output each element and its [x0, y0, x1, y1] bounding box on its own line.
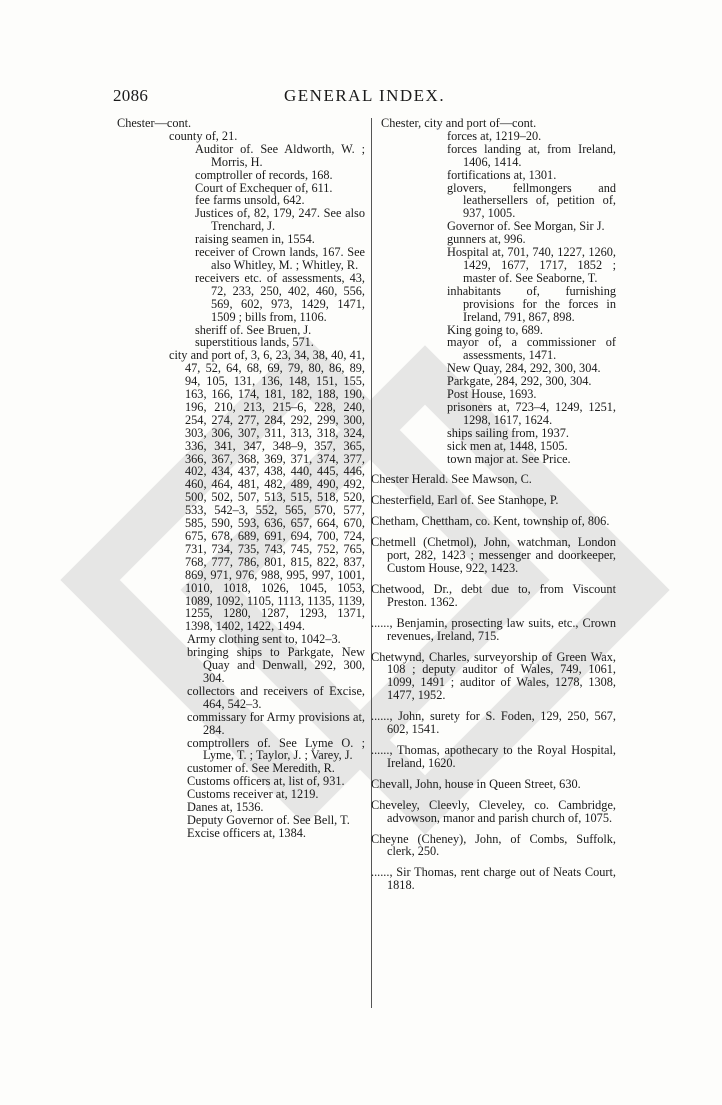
- index-entry: ships sailing from, 1937.: [447, 425, 569, 440]
- index-entry: county of, 21.: [169, 128, 238, 143]
- index-entry: receivers etc. of assessments, 43, 72, 233, 250, 402, 460, 556, 569, 602, 973, 1429, 1471, 1509 ; bills from, 1106.: [195, 270, 365, 324]
- index-entry: commissary for Army provisions at, 284.: [187, 709, 365, 737]
- index-entry: gunners at, 996.: [447, 232, 526, 247]
- index-entry: glovers, fellmongers and leathersellers of, petition of, 937, 1005.: [447, 180, 616, 221]
- index-entry: Customs receiver at, 1219.: [187, 787, 319, 802]
- index-entry: Governor of. See Morgan, Sir J.: [447, 219, 605, 234]
- index-entry: Chetwood, Dr., debt due to, from Viscount Preston. 1362.: [371, 581, 616, 609]
- index-entry: Chester Herald. See Mawson, C.: [371, 472, 532, 487]
- index-entry: Hospital at, 701, 740, 1227, 1260, 1429, 1677, 1717, 1852 ; master of. See Seaborne, T.: [447, 245, 616, 285]
- page-number: 2086: [113, 86, 149, 105]
- index-entry: Cheyne (Cheney), John, of Combs, Suffolk, clerk, 250.: [371, 831, 616, 859]
- index-entry: customer of. See Meredith, R.: [187, 761, 335, 776]
- index-entry: bringing ships to Parkgate, New Quay and Denwall, 292, 300, 304.: [187, 645, 365, 685]
- index-column-left: [117, 117, 365, 840]
- index-entry: sick men at, 1448, 1505.: [447, 438, 568, 453]
- index-entry: inhabitants of, furnishing provisions for the forces in Ireland, 791, 867, 898.: [447, 283, 616, 324]
- index-entry: Danes at, 1536.: [187, 800, 264, 815]
- index-entry: Justices of, 82, 179, 247. See also Trenchard, J.: [195, 206, 365, 234]
- index-column-right: [371, 117, 616, 892]
- index-entry: mayor of, a commissioner of assessments, 1471.: [447, 335, 616, 363]
- index-entry: city and port of, 3, 6, 23, 34, 38, 40, 41, 47, 52, 64, 68, 69, 79, 80, 86, 89, 94, 105, 131, 136, 148, 151, 155, 163, 166, 174, 181, 182, 188, 190, 196, 210, 213, 215–6, 228, 240, 254, 274, 277, 284, 292, 299, 300, 303, 306, 307, 311, 313, 318, 324, 336, 341, 347, 348–9, 357, 365, 366, 367, 368, 369, 371, 374, 377, 402, 434, 437, 438, 440, 445, 446, 460, 464, 481, 482, 489, 490, 492, 500, 502, 507, 513, 515, 518, 520, 533, 542–3, 552, 565, 570, 577, 585, 590, 593, 636, 657, 664, 670, 675, 678, 689, 691, 694, 700, 724, 731, 734, 735, 743, 745, 752, 765, 768, 777, 786, 801, 815, 822, 837, 869, 971, 976, 988, 995, 997, 1001, 1010, 1018, 1026, 1045, 1053, 1089, 1092, 1105, 1113, 1135, 1139, 1255, 1280, 1287, 1293, 1371, 1398, 1402, 1422, 1494.: [169, 348, 365, 634]
- index-entry: raising seamen in, 1554.: [195, 232, 315, 247]
- index-entry: Post House, 1693.: [447, 387, 537, 402]
- index-entry: Deputy Governor of. See Bell, T.: [187, 812, 350, 827]
- index-entry: Chevall, John, house in Queen Street, 630.: [371, 776, 581, 791]
- index-entry: fee farms unsold, 642.: [195, 193, 305, 208]
- index-entry: superstitious lands, 571.: [195, 335, 314, 350]
- index-entry: forces landing at, from Ireland, 1406, 1414.: [447, 141, 616, 169]
- index-entry: ......, Thomas, apothecary to the Royal Hospital, Ireland, 1620.: [371, 742, 616, 770]
- page-title: GENERAL INDEX.: [284, 86, 446, 105]
- index-entry: Chester, city and port of—cont.: [381, 116, 537, 130]
- index-entry: New Quay, 284, 292, 300, 304.: [447, 361, 601, 376]
- index-entry: receiver of Crown lands, 167. See also Whitley, M. ; Whitley, R.: [195, 245, 365, 272]
- index-entry: ......, Sir Thomas, rent charge out of Neats Court, 1818.: [371, 865, 616, 893]
- index-entry: Excise officers at, 1384.: [187, 825, 306, 840]
- index-entry: Chetham, Chettham, co. Kent, township of, 806.: [371, 514, 610, 529]
- index-entry: forces at, 1219–20.: [447, 128, 542, 143]
- index-entry: comptrollers of. See Lyme O. ; Lyme, T. ; Taylor, J. ; Varey, J.: [187, 735, 365, 763]
- index-entry: comptroller of records, 168.: [195, 167, 333, 182]
- index-entry: sheriff of. See Bruen, J.: [195, 322, 312, 337]
- index-entry: King going to, 689.: [447, 322, 543, 337]
- index-entry: Cheveley, Cleevly, Cleveley, co. Cambridge, advowson, manor and parish church of, 1075.: [371, 797, 616, 825]
- index-entry: fortifications at, 1301.: [447, 167, 557, 182]
- index-entry: Chester—cont.: [117, 116, 192, 130]
- index-entry: prisoners at, 723–4, 1249, 1251, 1298, 1617, 1624.: [447, 399, 616, 427]
- index-entry: Chetwynd, Charles, surveyorship of Green Wax, 108 ; deputy auditor of Wales, 749, 1061, 1099, 1491 ; auditor of Wales, 1278, 1308, 1477, 1952.: [371, 649, 616, 703]
- index-entry: Chetmell (Chetmol), John, watchman, London port, 282, 1423 ; messenger and doorkeeper, Custom House, 922, 1423.: [371, 535, 616, 575]
- index-entry: ......, Benjamin, prosecting law suits, etc., Crown revenues, Ireland, 715.: [371, 615, 616, 643]
- index-entry: Court of Exchequer of, 611.: [195, 180, 333, 195]
- index-entry: Army clothing sent to, 1042–3.: [187, 632, 341, 647]
- index-entry: ......, John, surety for S. Foden, 129, 250, 567, 602, 1541.: [371, 709, 616, 737]
- index-entry: Customs officers at, list of, 931.: [187, 774, 345, 789]
- page-header: [113, 86, 722, 110]
- index-entry: Chesterfield, Earl of. See Stanhope, P.: [371, 493, 559, 508]
- index-entry: town major at. See Price.: [447, 451, 571, 466]
- index-entry: Auditor of. See Aldworth, W. ; Morris, H.: [195, 141, 365, 169]
- index-entry: Parkgate, 284, 292, 300, 304.: [447, 374, 592, 389]
- index-entry: collectors and receivers of Excise, 464, 542–3.: [187, 683, 365, 711]
